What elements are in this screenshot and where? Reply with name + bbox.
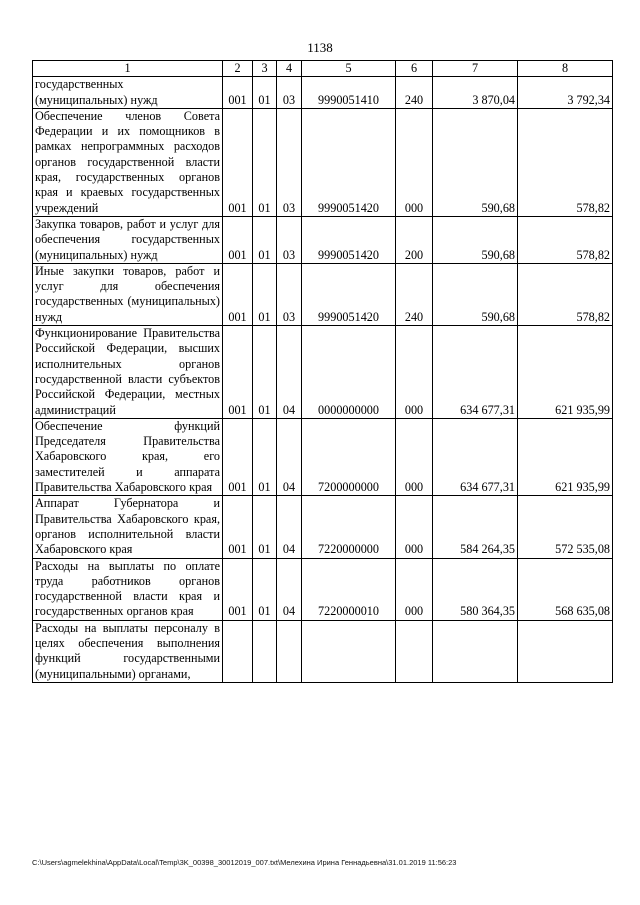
cell-code: 001 — [223, 418, 253, 495]
cell-amount-1 — [433, 620, 518, 682]
cell-amount-2: 578,82 — [518, 263, 613, 325]
table-row — [33, 496, 613, 558]
cell-amount-1: 590,68 — [433, 216, 518, 263]
col-header: 5 — [302, 61, 396, 77]
row-name: Закупка товаров, работ и услуг для обеспечения государственных (муниципальных) нужд — [33, 216, 223, 263]
cell-section: 01 — [253, 263, 277, 325]
cell-type: 000 — [396, 326, 433, 419]
cell-subsection: 03 — [277, 263, 302, 325]
cell-type: 200 — [396, 216, 433, 263]
col-header: 3 — [253, 61, 277, 77]
cell-target — [302, 620, 396, 682]
row-name: Расходы на выплаты по оплате труда работников органов государственной власти края и государственных органов края — [33, 558, 223, 620]
col-header: 2 — [223, 61, 253, 77]
cell-amount-1: 634 677,31 — [433, 326, 518, 419]
table-row — [33, 326, 613, 419]
cell-section: 01 — [253, 108, 277, 216]
cell-amount-1: 634 677,31 — [433, 418, 518, 495]
cell-amount-2: 3 792,34 — [518, 77, 613, 109]
row-name: Аппарат Губернатора и Правительства Хабаровского края, органов исполнительной власти Хабаровского края — [33, 496, 223, 558]
cell-type — [396, 620, 433, 682]
row-name: Иные закупки товаров, работ и услуг для обеспечения государственных (муниципальных) нужд — [33, 263, 223, 325]
cell-code: 001 — [223, 263, 253, 325]
cell-type: 000 — [396, 108, 433, 216]
table-row — [33, 108, 613, 216]
cell-section — [253, 620, 277, 682]
cell-target: 9990051410 — [302, 77, 396, 109]
cell-amount-2: 578,82 — [518, 108, 613, 216]
cell-amount-1: 590,68 — [433, 263, 518, 325]
cell-target: 7220000010 — [302, 558, 396, 620]
col-header: 7 — [433, 61, 518, 77]
cell-section: 01 — [253, 496, 277, 558]
cell-target: 0000000000 — [302, 326, 396, 419]
cell-amount-2: 578,82 — [518, 216, 613, 263]
col-header: 4 — [277, 61, 302, 77]
table-row — [33, 77, 613, 109]
cell-amount-1: 3 870,04 — [433, 77, 518, 109]
row-name: Расходы на выплаты персоналу в целях обеспечения выполнения функций государственными (муниципальными) органами, — [33, 620, 223, 682]
cell-code: 001 — [223, 496, 253, 558]
col-header: 8 — [518, 61, 613, 77]
table-row — [33, 620, 613, 682]
cell-amount-2: 568 635,08 — [518, 558, 613, 620]
cell-type: 240 — [396, 263, 433, 325]
page-number: 1138 — [307, 40, 333, 55]
cell-target: 9990051420 — [302, 108, 396, 216]
cell-subsection: 04 — [277, 418, 302, 495]
cell-subsection: 04 — [277, 326, 302, 419]
col-header: 1 — [33, 61, 223, 77]
cell-subsection: 04 — [277, 558, 302, 620]
cell-subsection: 04 — [277, 496, 302, 558]
row-name: Обеспечение членов Совета Федерации и их помощников в рамках непрограммных расходов органов государственной власти края, государственных органов края и краевых государственных учреждений — [33, 108, 223, 216]
cell-amount-1: 580 364,35 — [433, 558, 518, 620]
table-row — [33, 263, 613, 325]
cell-amount-2 — [518, 620, 613, 682]
cell-type: 240 — [396, 77, 433, 109]
cell-subsection — [277, 620, 302, 682]
cell-code — [223, 620, 253, 682]
row-name: государственных (муниципальных) нужд — [33, 77, 223, 109]
table-row — [33, 216, 613, 263]
cell-type: 000 — [396, 418, 433, 495]
cell-type: 000 — [396, 558, 433, 620]
cell-section: 01 — [253, 216, 277, 263]
cell-subsection: 03 — [277, 108, 302, 216]
budget-table — [32, 60, 613, 683]
cell-subsection: 03 — [277, 216, 302, 263]
table-row — [33, 418, 613, 495]
cell-section: 01 — [253, 558, 277, 620]
cell-code: 001 — [223, 558, 253, 620]
cell-target: 9990051420 — [302, 216, 396, 263]
cell-subsection: 03 — [277, 77, 302, 109]
header-row — [33, 61, 613, 77]
cell-amount-2: 621 935,99 — [518, 418, 613, 495]
cell-type: 000 — [396, 496, 433, 558]
row-name: Обеспечение функций Председателя Правительства Хабаровского края, его заместителей и аппарата Правительства Хабаровского края — [33, 418, 223, 495]
cell-amount-2: 621 935,99 — [518, 326, 613, 419]
col-header: 6 — [396, 61, 433, 77]
cell-section: 01 — [253, 77, 277, 109]
cell-target: 7220000000 — [302, 496, 396, 558]
table-row — [33, 558, 613, 620]
cell-section: 01 — [253, 326, 277, 419]
cell-amount-1: 590,68 — [433, 108, 518, 216]
cell-target: 7200000000 — [302, 418, 396, 495]
cell-amount-2: 572 535,08 — [518, 496, 613, 558]
file-path-footer: C:\Users\agmelekhina\AppData\Local\Temp\3K_00398_30012019_007.txt\Мелехина Ирина Геннадьевна\31.01.2019 11:56:23 — [32, 858, 457, 867]
cell-target: 9990051420 — [302, 263, 396, 325]
cell-code: 001 — [223, 108, 253, 216]
cell-code: 001 — [223, 216, 253, 263]
cell-code: 001 — [223, 326, 253, 419]
cell-amount-1: 584 264,35 — [433, 496, 518, 558]
cell-section: 01 — [253, 418, 277, 495]
cell-code: 001 — [223, 77, 253, 109]
row-name: Функционирование Правительства Российской Федерации, высших исполнительных органов государственной власти субъектов Российской Федерации, местных администраций — [33, 326, 223, 419]
